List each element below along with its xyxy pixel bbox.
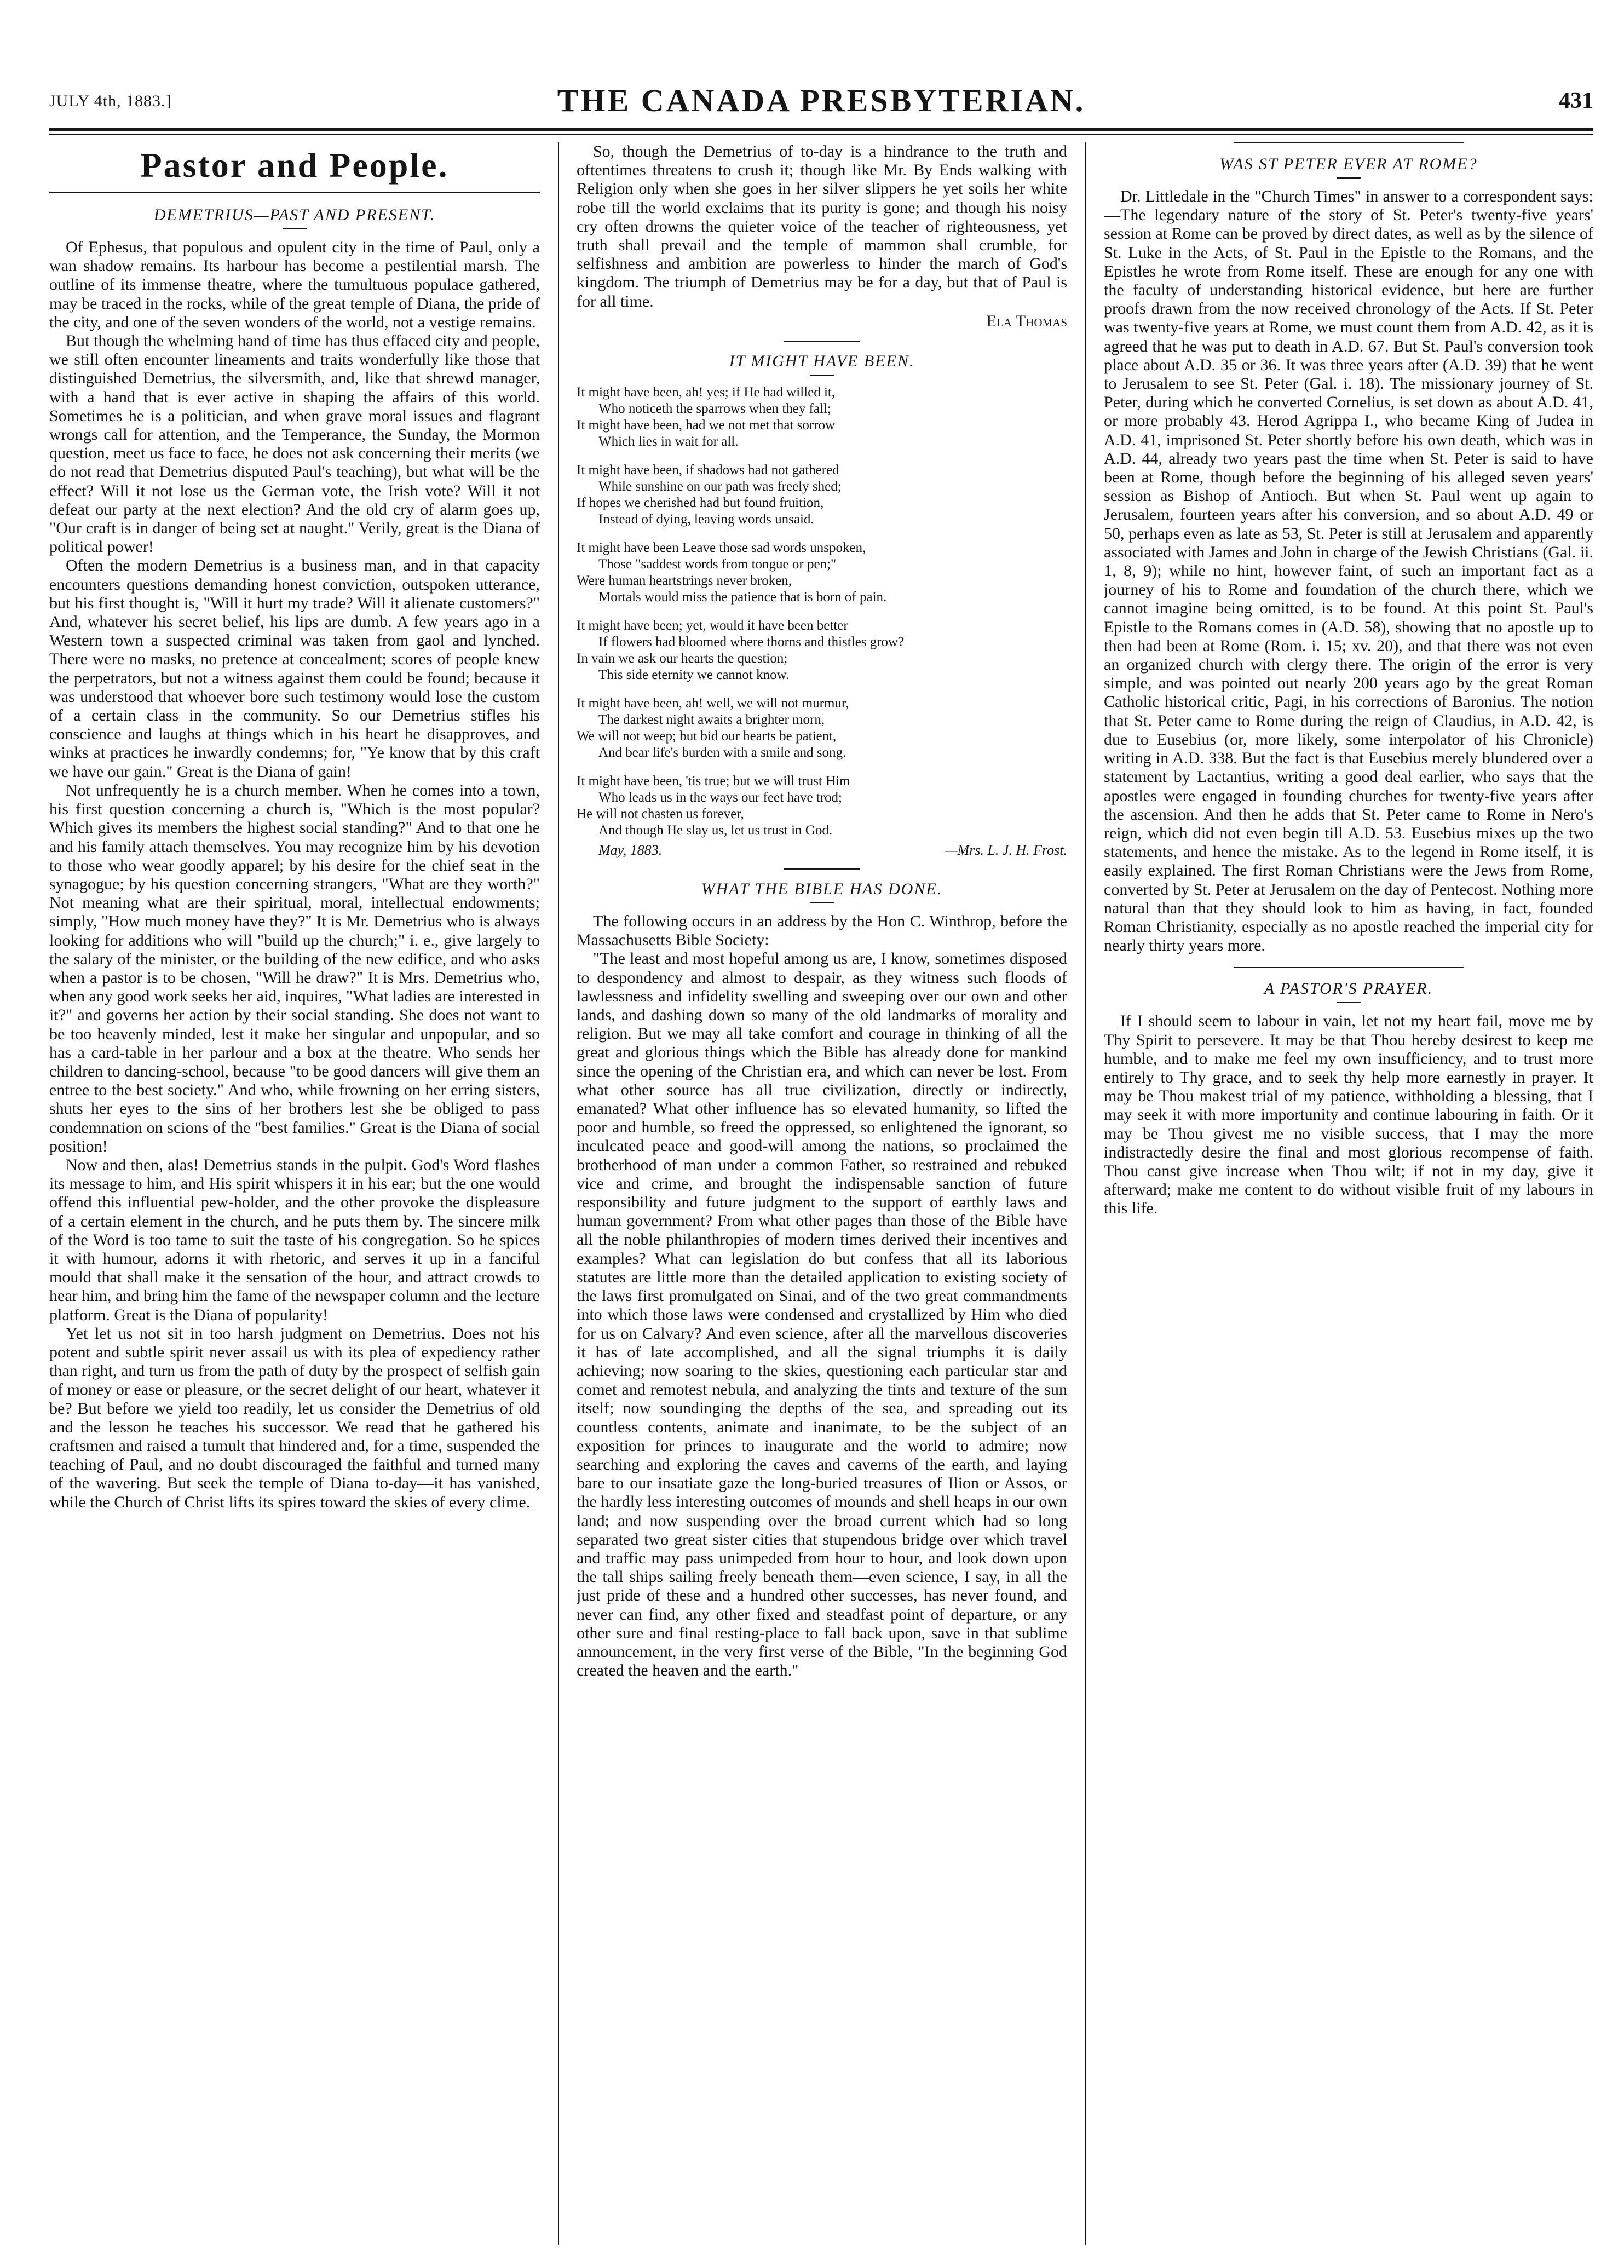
article-title-demetrius: DEMETRIUS—PAST AND PRESENT. [153, 206, 436, 224]
column-1 [49, 142, 540, 2245]
bible-paragraph: "The least and most hopeful among us are, I know, sometimes disposed to despondency and almost to despair, as they witness such floods of lawlessness and infidelity swelling and sweeping over our own and other lands, and dashing down so many of the old landmarks of morality and religion. But we may all take comfort and courage in thinking of all the great and glorious things which the Bible has already done for mankind since the opening of the Christian era, and which can never be lost. From what other source has all true civilization, directly or indirectly, emanated? What other influence has so elevated humanity, so lifted the poor and humble, so freed the oppressed, so enlightened the ignorant, so inculcated peace and good-will among the nations, so proclaimed the brotherhood of man under a common Father, so restrained and rebuked vice and crime, and brought the indispensable sanction of future responsibility and future judgment to the support of earthly laws and human government? From what other pages than those of the Bible have all the noble philanthropies of modern times derived their incentives and examples? What can legislation do but confess that all its laborious statutes are little more than the detailed application to existing society of the laws first promulgated on Sinai, and of the two great commandments into which those laws were condensed and crystallized by Him who died for us on Calvary? And even science, after all the marvellous discoveries it has of late accomplished, and all the signal triumphs it is daily achieving; now soaring to the skies, questioning each particular star and comet and remotest nebula, and analyzing the tints and texture of the sun itself; now soundinging the depths of the sea, and spreading out its countless contents, animate and inanimate, to be the subject of an exposition for princes to inaugurate and the world to admire; now searching and exploring the caves and caverns of the earth, and laying bare to our insatiate gaze the long-buried treasures of Ilion or Assos, or the hardly less interesting outcomes of mounds and shell heaps in our own land; and now suspending over the broad current which had so long separated two great sister cities that stupendous bridge over which travel and traffic may pass unimpeded from hour to hour, and look down upon the tall ships sailing freely beneath them—even science, I say, in all the just pride of these and a hundred other successes, has never found, and never can find, any other fixed and steadfast point of departure, or any other sure and final resting-place to fall back upon, save in that sublime announcement, in the very first verse of the Bible, "In the beginning God created the heaven and the earth." [577, 949, 1067, 1680]
column-2 [577, 142, 1067, 2245]
demetrius-paragraph: So, though the Demetrius of to-day is a hindrance to the truth and oftentimes threatens to crush it; though like Mr. By Ends walking with Religion only when she goes in her silver slippers he yet soils her white robe till the world exclaims that its purity is gone; and though his noisy cry often drowns the quieter voice of the teacher of righteousness, yet truth shall prevail and the temple of mammon shall crumble, for selfishness and ambition are powerless to hinder the march of God's kingdom. The triumph of Demetrius may be for a day, but that of Paul is for all time. [577, 142, 1067, 310]
newspaper-title: THE CANADA PRESBYTERIAN. [557, 83, 1086, 118]
poem-line: Who leads us in the ways our feet have trod; [598, 790, 843, 805]
demetrius-paragraph: Yet let us not sit in too harsh judgment on Demetrius. Does not his potent and subtle spirit never assail us with its plea of expediency rather than right, and turn us from the path of duty by the prospect of selfish gain of money or ease or pleasure, or the secret delight of our heart, whatever it be? But before we yield too readily, let us consider the Demetrius of old and the lesson he teaches his successor. We read that he gathered his craftsmen and raised a tumult that hindered and, for a time, suspended the teaching of Paul, and no doubt discouraged the faithful and turned many of the wavering. But seek the temple of Diana to-day—it has vanished, while the Church of Christ lifts its spires toward the skies of every clime. [49, 1324, 540, 1511]
page-number: 431 [1559, 88, 1593, 113]
article-title-bible: WHAT THE BIBLE HAS DONE. [701, 880, 943, 899]
poem-line: It might have been; yet, would it have been better [577, 618, 848, 634]
poem-line: While sunshine on our path was freely shed; [598, 479, 842, 494]
prayer-paragraph: If I should seem to labour in vain, let not my heart fail, move me by Thy Spirit to persevere. It may be that Thou hereby desirest to keep me humble, and to make me feel my own insufficiency, and to trust more entirely to Thy grace, and to seek thy help more earnestly in prayer. It may be Thou makest trial of my patience, withholding a blessing, that I may seek it with more importunity and continue labouring in faith. Or it may be Thou givest me no visible success, that I may the more indistractedly desire the final and most glorious recompense of faith. Thou canst give increase when Thou wilt; if not in my day, give it afterward; make me content to do without visible fruit of my labours in this life. [1104, 1012, 1593, 1218]
poem-line: It might have been, if shadows had not gathered [577, 463, 839, 478]
department-heading: Pastor and People. [140, 146, 449, 185]
poem-line: Were human heartstrings never broken, [577, 573, 792, 589]
poem-line: Mortals would miss the patience that is born of pain. [598, 590, 887, 605]
poem-line: If hopes we cherished had but found fruition, [577, 496, 824, 511]
poem-line: And though He slay us, let us trust in God. [598, 823, 833, 838]
article-title-peter: WAS ST PETER EVER AT ROME? [1219, 155, 1478, 173]
column-divider-1 [558, 142, 559, 2245]
column-3 [1104, 142, 1593, 2245]
poem-line: It might have been, had we not met that sorrow [577, 418, 836, 433]
poem-line: He will not chasten us forever, [577, 807, 744, 822]
poem-line: If flowers had bloomed where thorns and thistles grow? [598, 635, 905, 650]
poem-line: We will not weep; but bid our hearts be patient, [577, 729, 837, 744]
title-dash [283, 228, 307, 229]
demetrius-paragraph: Often the modern Demetrius is a business man, and in that capacity encounters questions demanding honest conviction, outspoken utterance, but his first thought is, "Will it hurt my trade? Will it alienate customers?" And, whatever his secret belief, his lips are dumb. A few years ago in a Western town a suspected criminal was taken from gaol and lynched. There were no masks, no pretence at concealment; scores of people knew the perpetrators, but not a witness against them could be found; because it was understood that whoever bore such testimony would lose the custom of a certain class in the community. So our Demetrius stifles his conscience and laughs at things which in his heart he disapproves, and winks at practices he inwardly condemns; for, "Ye know that by this craft we have our gain." Great is the Diana of gain! [49, 556, 540, 781]
poem-stanza [577, 695, 1067, 761]
demetrius-paragraph: Not unfrequently he is a church member. When he comes into a town, his first question concerning a church is, "Which is the most popular? Which gives its members the highest social standing?" And to that one he and his family attach themselves. You may recognize him by his devotion to those who wear goodly apparel; by his desire for the chief seat in the synagogue; by his question concerning strangers, "What are they worth?" Not meaning what are their spiritual, moral, intellectual endowments; simply, "How much money have they?" It is Mr. Demetrius who is always looking for additions who will "build up the church;" i. e., give largely to the salary of the minister, or the building of the new edifice, and who asks when a pastor is to be chosen, "Will he draw?" It is Mrs. Demetrius who, when any good work seeks her aid, inquires, "What ladies are interested in it?" and governs her action by their social standing. She does not want to be too heavenly minded, lest it make her singular and unpopular, and so has a card-table in her parlour and a box at the theatre. Who sends her children to dancing-school, because "to be good dancers will give them an entree to the best society." And who, while frowning on her erring sisters, shuts her eyes to the sins of her brothers lest she be obliged to pass condemnation on scions of the "best families." Great is the Diana of social position! [49, 781, 540, 1155]
poem-stanza [577, 384, 1067, 450]
poem-stanza [577, 462, 1067, 528]
header-rule-thick [49, 128, 1593, 131]
peter-paragraph: Dr. Littledale in the "Church Times" in answer to a correspondent says:—The legendary nature of the story of St. Peter's twenty-five years' session at Rome can be proved by direct dates, as well as by the silence of St. Luke in the Acts, of St. Paul in the Epistle to the Romans, and the Epistles he wrote from Rome itself. These are enough for any one with the faculty of understanding historical evidence, but here are further proofs drawn from the now received chronology of the Acts. If St. Peter was twenty-five years at Rome, we must count them from A.D. 42, as it is agreed that he was put to death in A.D. 67. But St. Paul's conversion took place about A.D. 35 or 36. It was three years after (A.D. 39) that he went to Jerusalem to see St. Peter (Gal. i. 18). The missionary journey of St. Peter, during which he converted Cornelius, is set down as about A.D. 41, or more probably 43. Herod Agrippa I., who became King of Judea in A.D. 41, imprisoned St. Peter shortly before his own death, which was in A.D. 44, already two years past the time when St. Peter is said to have been at Rome, though before the beginning of his alleged seven years' session as Bishop of Antioch. But when St. Paul went up again to Jerusalem, fourteen years after his conversion, and so about A.D. 49 or 50, perhaps even as late as 53, St. Peter is still at Jerusalem and apparently associated with James and John in charge of the Jewish Christians (Gal. ii. 1, 8, 9); while no hint, however faint, of such an important fact as a journey of his to Rome and foundation of the church there, which we cannot imagine being omitted, is to be found. At this point St. Paul's Epistle to the Romans comes in (A.D. 58), showing that no apostle up to then had been at Rome (Rom. i. 15; xv. 20), and that there was not even an organized church with clergy there. The origin of the error is very simple, and was pointed out nearly 200 years ago by the great Roman Catholic historical critic, Pagi, in his corrections of Baronius. The notion that St. Peter came to Rome during the reign of Claudius, in A.D. 42, is due to Eusebius (or, more likely, some interpolator of his Chronicle) writing in A.D. 338. But the fact is that Eusebius merely blundered over a statement by Lactantius, writing a good deal earlier, who says that the apostles were engaged in founding churches for twenty-five years after the ascension. And then he adds that St. Peter came to Rome in Nero's reign, which did not even begin till A.D. 53. Eusebius mixes up the two statements, and hence the mistake. As to the legend in Rome itself, it is easily explained. The first Roman Christians were the Jews from Rome, converted by St. Peter at Jerusalem on the day of Pentecost. Nothing more natural than that they should look to him as having, in fact, founded Roman Christianity, especially as no apostle reached the imperial city for nearly thirty years more. [1104, 187, 1593, 955]
poem-footer [577, 842, 1067, 859]
poem-stanza [577, 618, 1067, 683]
poem-stanza [577, 540, 1067, 606]
poem-line: It might have been, 'tis true; but we will trust Him [577, 774, 850, 789]
title-dash [810, 375, 834, 376]
poem-line: Those "saddest words from tongue or pen;" [598, 557, 837, 572]
column-divider-2 [1085, 142, 1086, 2245]
poem-line: In vain we ask our hearts the question; [577, 651, 788, 666]
poem-line: It might have been, ah! well, we will not murmur, [577, 696, 849, 711]
poem-line: It might have been, ah! yes; if He had willed it, [577, 385, 836, 400]
header-rule-thin [49, 134, 1593, 135]
poem-line: Instead of dying, leaving words unsaid. [598, 512, 814, 527]
article-separator [784, 341, 860, 342]
poem-line: And bear life's burden with a smile and song. [598, 745, 846, 761]
article-title-prayer: A PASTOR'S PRAYER. [1264, 980, 1433, 998]
poem-stanza [577, 773, 1067, 839]
poem-line: The darkest night awaits a brighter morn, [598, 712, 825, 728]
article-separator [784, 868, 860, 870]
poem-date: May, 1883. [598, 842, 663, 859]
page-header [49, 82, 1593, 126]
issue-date: JULY 4th, 1883.] [49, 92, 172, 110]
poem-author: —Mrs. L. J. H. Frost. [945, 842, 1067, 859]
poem-line: This side eternity we cannot know. [598, 667, 790, 683]
department-rule [49, 192, 540, 193]
article-separator [1234, 967, 1464, 968]
poem-line: It might have been Leave those sad words unspoken, [577, 540, 866, 556]
poem-body [577, 384, 1067, 839]
demetrius-paragraph: But though the whelming hand of time has thus effaced city and people, we still often encounter lineaments and traits wonderfully like those that distinguished Demetrius, the silversmith, and, like that shrewd manager, with a hand that is ever active in shaping the affairs of this world. Sometimes he is a politician, and when grave moral issues and flagrant wrongs call for attention, and the Temperance, the Sunday, the Mormon question, meet us face to face, he does not ask concerning their merits (we do not read that Demetrius disputed Paul's teaching), but what will be the effect? Will it not lose us the German vote, the Irish vote? Will it not defeat our party at the next election? And the old cry of alarm goes up, "Our craft is in danger of being set at naught." Verily, great is the Diana of political power! [49, 332, 540, 556]
article-title-poem: IT MIGHT HAVE BEEN. [729, 352, 915, 371]
bible-paragraph: The following occurs in an address by the Hon C. Winthrop, before the Massachusetts Bible Society: [577, 912, 1067, 949]
title-dash [1337, 1002, 1361, 1003]
poem-line: Who noticeth the sparrows when they fall; [598, 401, 831, 417]
article-separator [1234, 142, 1464, 143]
title-dash [810, 902, 834, 903]
demetrius-paragraph: Of Ephesus, that populous and opulent city in the time of Paul, only a wan shadow remains. Its harbour has become a pestilential marsh. The outline of its immense theatre, where the tumultuous populace gathered, may be traced in the rocks, while of the great temple of Diana, the pride of the city, and one of the seven wonders of the world, not a vestige remains. [49, 238, 540, 331]
poem-line: Which lies in wait for all. [598, 434, 739, 450]
demetrius-paragraph: Now and then, alas! Demetrius stands in the pulpit. God's Word flashes its message to him, and His spirit whispers it in his ear; but the one would offend this influential pew-holder, and the other provoke the displeasure of a certain element in the church, and he puts them by. The sincere milk of the Word is too tame to suit the taste of his congregation. So he spices it with humour, adorns it with rhetoric, and serves it up in a fanciful mould that shall make it the sensation of the hour, and attract crowds to hear him, and bring him the fame of the newspaper column and the lecture platform. Great is the Diana of popularity! [49, 1155, 540, 1324]
demetrius-author: Ela Thomas [986, 312, 1067, 330]
title-dash [1337, 177, 1361, 179]
